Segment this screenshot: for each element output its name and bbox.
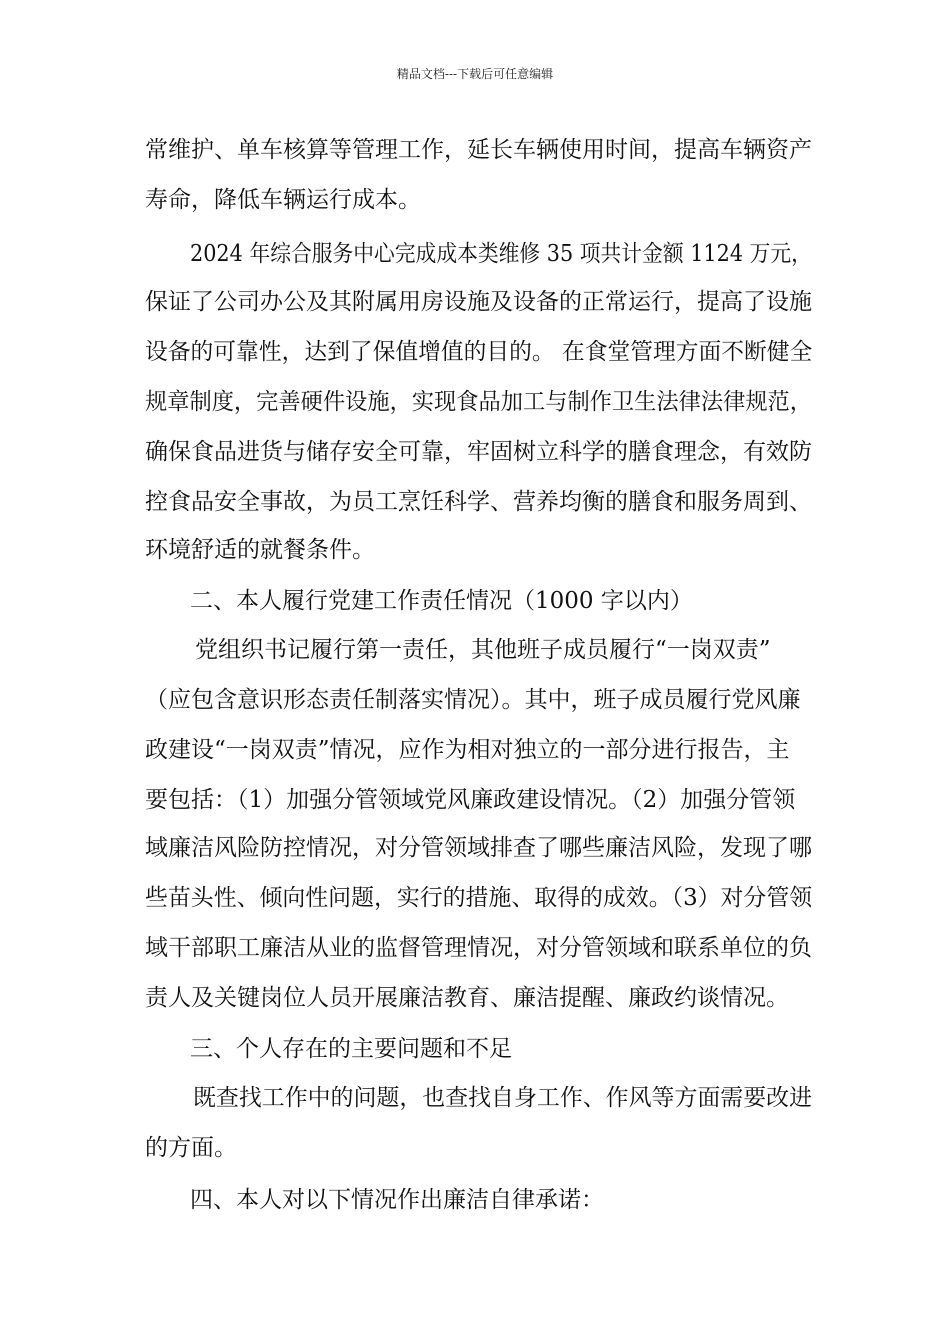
- section-heading: 四、本人对以下情况作出廉洁自律承诺：: [190, 1187, 604, 1213]
- text-line: 域干部职工廉洁从业的监督管理情况，对分管领域和联系单位的负: [145, 935, 812, 961]
- text-line: （应包含意识形态责任制落实情况）。其中，班子成员履行党风廉: [145, 687, 801, 713]
- text-line: 政建设“一岗双责”情况，应作为相对独立的一部分进行报告，主: [145, 737, 790, 763]
- text-line: 控食品安全事故，为员工烹饪科学、营养均衡的膳食和服务周到、: [145, 489, 812, 515]
- text-line: 环境舒适的就餐条件。: [145, 537, 375, 563]
- text-line: 寿命，降低车辆运行成本。: [145, 187, 421, 213]
- text-line: 确保食品进货与储存安全可靠，牢固树立科学的膳食理念，有效防: [145, 439, 812, 465]
- text-line: 党组织书记履行第一责任，其他班子成员履行“一岗双责”: [195, 637, 771, 663]
- text-line: 域廉洁风险防控情况，对分管领域排查了哪些廉洁风险，发现了哪: [145, 835, 812, 861]
- text-line: 规章制度，完善硬件设施，实现食品加工与制作卫生法律法律规范，: [145, 389, 813, 415]
- text-line: 的方面。: [145, 1135, 237, 1161]
- text-line: 设备的可靠性，达到了保值增值的目的。 在食堂管理方面不断健全: [145, 339, 813, 365]
- text-line: 保证了公司办公及其附属用房设施及设备的正常运行，提高了设施: [145, 289, 812, 315]
- text-line: 2024 年综合服务中心完成成本类维修 35 项共计金额 1124 万元，: [190, 241, 812, 267]
- section-heading: 二、本人履行党建工作责任情况（1000 字以内）: [190, 588, 693, 614]
- text-line: 常维护、单车核算等管理工作，延长车辆使用时间，提高车辆资产: [145, 137, 812, 163]
- section-heading: 三、个人存在的主要问题和不足: [190, 1036, 512, 1062]
- page-header: 精品文档---下载后可任意编辑: [396, 67, 554, 81]
- text-line: 要包括：（1）加强分管领域党风廉政建设情况。（2）加强分管领: [145, 787, 796, 813]
- text-line: 既查找工作中的问题，也查找自身工作、作风等方面需要改进: [193, 1085, 813, 1111]
- text-line: 责人及关键岗位人员开展廉洁教育、廉洁提醒、廉政约谈情况。: [145, 985, 789, 1011]
- text-line: 些苗头性、倾向性问题，实行的措施、取得的成效。（3）对分管领: [145, 885, 813, 911]
